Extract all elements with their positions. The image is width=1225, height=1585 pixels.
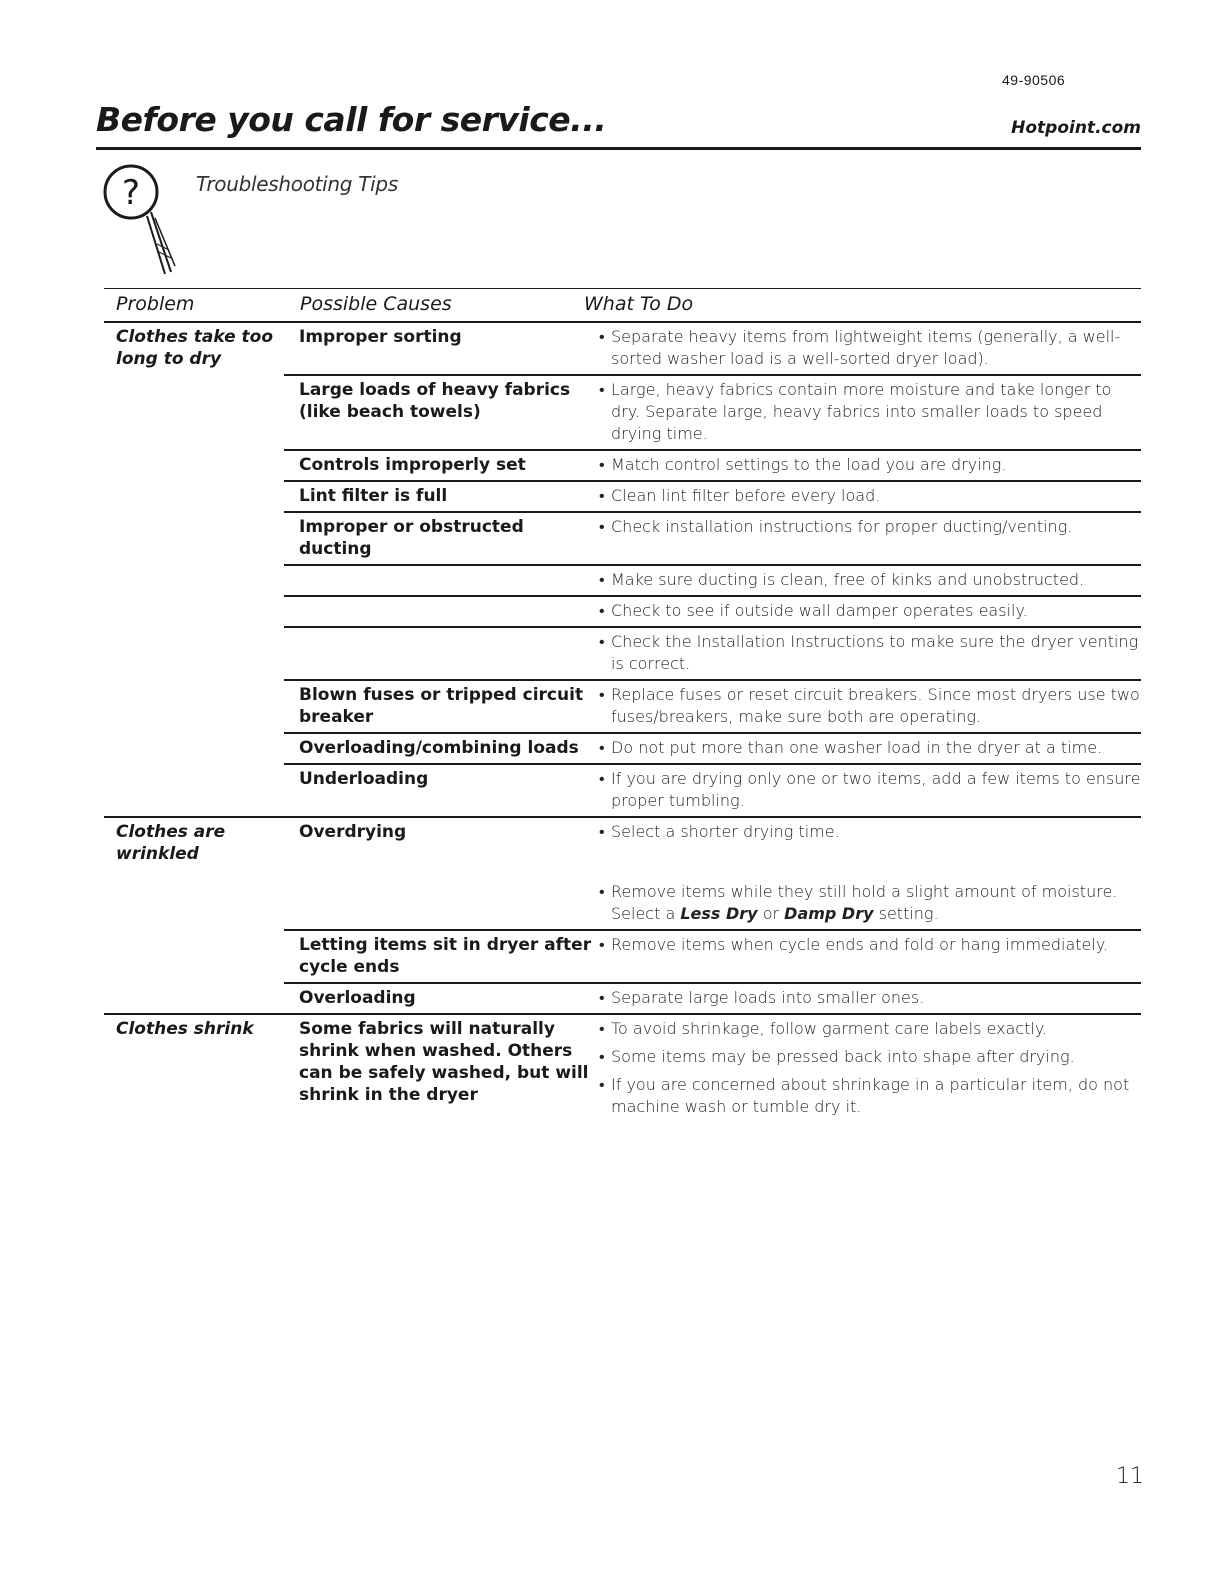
todo-text: Do not put more than one washer load in the dryer at a time. [611,738,1103,757]
bullet-icon: • [599,570,605,589]
todo-item [599,821,1141,843]
todo-text: or [757,904,785,923]
setting-damp-dry: Damp Dry [784,904,874,923]
todo-cell [599,768,1141,812]
svg-text:?: ? [121,173,141,213]
problem-label: Clothes take too long to dry [116,327,274,369]
table-row [284,323,1141,376]
todo-cell [599,1018,1141,1118]
todo-text: Select a shorter drying time. [611,822,840,841]
todo-item [599,485,1141,507]
bullet-icon: • [599,486,605,505]
todo-item [599,1074,1141,1118]
todo-item [599,881,1141,925]
todo-item [599,631,1141,675]
problem-group-wrinkled [104,818,1141,1015]
todo-text: Some items may be pressed back into shape after drying. [611,1047,1075,1066]
todo-text: Remove items while they still hold a slight amount of moisture. Select a [611,882,1118,923]
todo-cell [599,934,1141,978]
bullet-icon: • [599,380,605,399]
todo-text: Make sure ducting is clean, free of kinks and unobstructed. [611,570,1085,589]
table-row [284,765,1141,816]
todo-text: Check to see if outside wall damper operates easily. [611,601,1028,620]
bullet-icon: • [599,455,605,474]
cause-cell [284,631,599,675]
troubleshooting-table [104,288,1141,1122]
todo-cell [599,326,1141,370]
brand-link: Hotpoint.com [1011,118,1141,138]
column-header-todo: What To Do [584,293,694,315]
bullet-icon: • [599,988,605,1007]
cause-cell: Large loads of heavy fabrics (like beach towels) [299,380,571,422]
section-subtitle: Troubleshooting Tips [196,172,398,196]
bullet-icon: • [599,1075,605,1094]
table-row [284,482,1141,513]
problem-group-shrink [104,1015,1141,1122]
bullet-icon: • [599,822,605,841]
bullet-icon: • [599,935,605,954]
todo-item [599,934,1141,956]
table-row [284,681,1141,734]
bullet-icon: • [599,882,605,901]
cause-cell: Some fabrics will naturally shrink when washed. Others can be safely washed, but will shrink in the dryer [299,1019,589,1105]
bullet-icon: • [599,327,605,346]
table-row [284,597,1141,628]
cause-cell: Overloading [299,988,416,1008]
todo-cell [599,600,1141,622]
column-header-problem: Problem [116,293,195,315]
cause-cell: Lint filter is full [299,486,448,506]
table-row [284,984,1141,1013]
problem-group-slow-drying [104,323,1141,818]
cause-cell: Controls improperly set [299,455,526,475]
todo-text: Match control settings to the load you are drying. [611,455,1007,474]
todo-text: Remove items when cycle ends and fold or hang immediately. [611,935,1109,954]
cause-cell: Letting items sit in dryer after cycle ends [299,935,592,977]
problem-label: Clothes are wrinkled [116,822,226,864]
todo-text: If you are concerned about shrinkage in a particular item, do not machine wash or tumble dry it. [611,1075,1130,1116]
table-row [284,931,1141,984]
todo-text: Large, heavy fabrics contain more moisture and take longer to dry. Separate large, heavy fabrics into smaller loads to speed drying time. [611,380,1112,443]
table-row [284,513,1141,566]
bullet-icon: • [599,1047,605,1066]
todo-item [599,768,1141,812]
todo-cell [599,454,1141,476]
cause-cell [284,569,599,591]
cause-cell: Underloading [299,769,429,789]
cause-cell: Improper sorting [299,327,462,347]
cause-cell [284,881,599,925]
problem-label: Clothes shrink [116,1019,254,1039]
table-row [284,566,1141,597]
todo-text: setting. [873,904,939,923]
todo-cell [599,485,1141,507]
todo-text: If you are drying only one or two items, add a few items to ensure proper tumbling. [611,769,1141,810]
question-mark-icon [101,160,181,280]
table-row [284,376,1141,451]
cause-cell [284,600,599,622]
todo-text: Separate heavy items from lightweight items (generally, a well-sorted washer load is a well-sorted dryer load). [611,327,1121,368]
todo-text: Clean lint filter before every load. [611,486,881,505]
todo-cell [599,569,1141,591]
todo-cell [599,881,1141,925]
cause-cell: Overloading/combining loads [299,738,579,758]
bullet-icon: • [599,1019,605,1038]
bullet-icon: • [599,601,605,620]
bullet-icon: • [599,738,605,757]
cause-cell: Improper or obstructed ducting [299,517,524,559]
column-header-causes: Possible Causes [300,293,452,315]
table-row [284,865,1141,931]
table-row [284,451,1141,482]
todo-item [599,737,1141,759]
todo-cell [599,516,1141,560]
cause-cell: Overdrying [299,822,407,842]
todo-text: Separate large loads into smaller ones. [611,988,925,1007]
todo-text: Check installation instructions for proper ducting/venting. [611,517,1073,536]
todo-cell [599,631,1141,675]
todo-item [599,1018,1141,1040]
page-title: Before you call for service... [96,100,607,139]
bullet-icon: • [599,769,605,788]
setting-less-dry: Less Dry [680,904,758,923]
todo-item [599,379,1141,445]
todo-item [599,684,1141,728]
todo-item [599,600,1141,622]
document-number: 49-90506 [1002,72,1066,88]
todo-cell [599,821,1141,861]
todo-item [599,326,1141,370]
table-row [284,1015,1141,1122]
table-row [284,818,1141,865]
todo-item [599,516,1141,538]
todo-cell [599,737,1141,759]
todo-cell [599,379,1141,445]
todo-text: Check the Installation Instructions to make sure the dryer venting is correct. [611,632,1139,673]
cause-cell: Blown fuses or tripped circuit breaker [299,685,584,727]
bullet-icon: • [599,632,605,651]
header-rule [96,147,1141,150]
table-header [104,288,1141,323]
table-row [284,734,1141,765]
todo-item [599,1046,1141,1068]
todo-text: To avoid shrinkage, follow garment care labels exactly. [611,1019,1048,1038]
page-number: 11 [1116,1464,1144,1489]
todo-item [599,987,1141,1009]
bullet-icon: • [599,685,605,704]
table-row [284,628,1141,681]
todo-item [599,454,1141,476]
todo-item [599,569,1141,591]
bullet-icon: • [599,517,605,536]
todo-cell [599,684,1141,728]
todo-text: Replace fuses or reset circuit breakers. Since most dryers use two fuses/breakers, make sure both are operating. [611,685,1140,726]
todo-cell [599,987,1141,1009]
